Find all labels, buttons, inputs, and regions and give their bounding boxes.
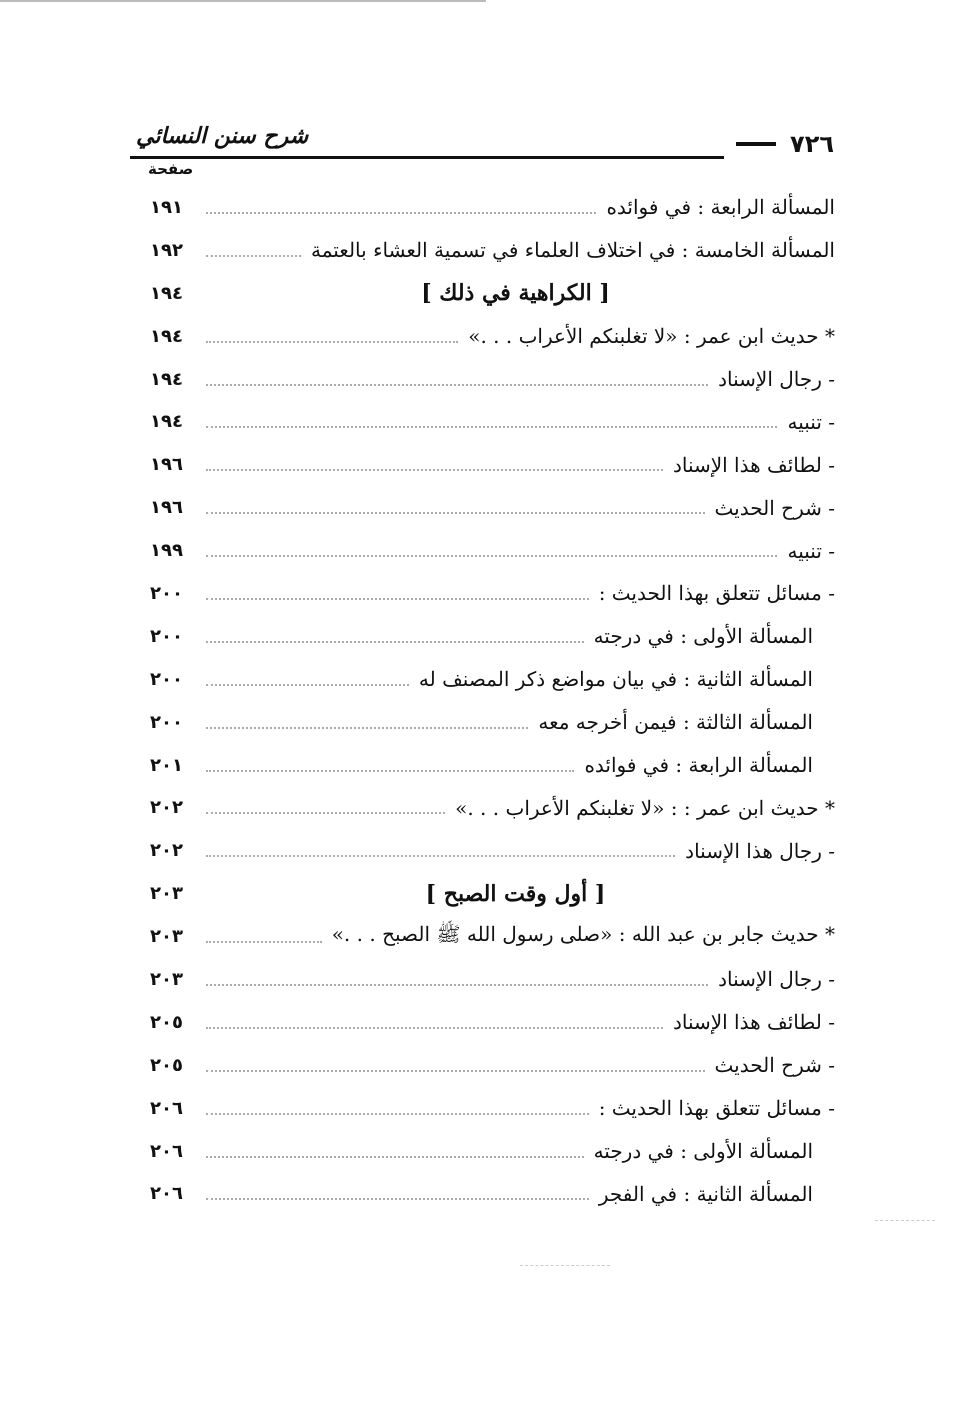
toc-entry xyxy=(150,829,835,872)
toc-entry-page: ٢٠٦ xyxy=(150,1097,183,1119)
toc-entry xyxy=(150,1044,835,1087)
toc-entry xyxy=(150,744,835,787)
toc-entry-page: ٢٠٢ xyxy=(150,840,183,862)
book-title: شرح سنن النسائي xyxy=(136,124,309,149)
toc-entry-title: - لطائف هذا الإسناد xyxy=(672,1010,835,1035)
toc-entry-page: ١٩٢ xyxy=(150,239,183,261)
page-number: ٧٢٦ xyxy=(790,130,834,158)
toc-entry-title: - لطائف هذا الإسناد xyxy=(672,452,835,477)
toc-entry-page: ١٩٩ xyxy=(150,540,183,562)
dot-leader xyxy=(206,1026,663,1029)
toc-entry-page: ٢٠٠ xyxy=(150,711,183,733)
toc-entry-page: ٢٠٦ xyxy=(150,1140,183,1162)
toc-entry-page: ٢٠٠ xyxy=(150,625,183,647)
toc-entry-title: المسألة الثالثة : فيمن أخرجه معه xyxy=(538,710,813,735)
toc-entry-title: المسألة الرابعة : في فوائده xyxy=(584,753,813,778)
toc-entry-title: * حديث جابر بن عبد الله : «صلى رسول الله ﷺ الصبح . . .» xyxy=(331,922,835,947)
toc-entry-page: ٢٠٣ xyxy=(150,883,183,905)
toc-entry xyxy=(150,315,835,358)
dot-leader xyxy=(206,254,301,257)
dot-leader xyxy=(206,468,663,471)
toc-entry xyxy=(150,358,835,401)
toc-entry-page: ٢٠٥ xyxy=(150,1054,183,1076)
table-of-contents xyxy=(150,186,835,1215)
dot-leader xyxy=(206,511,705,514)
scan-edge-mark xyxy=(875,1220,935,1221)
toc-entry-page: ٢٠١ xyxy=(150,754,183,776)
toc-entry-page: ٢٠٠ xyxy=(150,582,183,604)
toc-entry xyxy=(150,658,835,701)
toc-entry-page: ١٩٦ xyxy=(150,497,183,519)
toc-entry-title: المسألة الخامسة : في اختلاف العلماء في تسمية العشاء بالعتمة xyxy=(310,238,835,263)
toc-section-heading xyxy=(150,272,835,315)
dot-leader xyxy=(206,211,596,214)
toc-entry-title: - رجال هذا الإسناد xyxy=(685,838,835,863)
toc-entry-title: المسألة الثانية : في بيان مواضع ذكر المصنف له xyxy=(418,667,813,692)
dot-leader xyxy=(206,769,574,772)
toc-entry xyxy=(150,1172,835,1215)
toc-entry xyxy=(150,486,835,529)
toc-entry xyxy=(150,615,835,658)
dot-leader xyxy=(206,640,584,643)
toc-entry-title: - رجال الإسناد xyxy=(718,367,835,391)
toc-entry-page: ٢٠٣ xyxy=(150,926,183,948)
toc-entry xyxy=(150,572,835,615)
toc-entry xyxy=(150,1087,835,1130)
toc-entry-title: المسألة الأولى : في درجته xyxy=(593,1139,813,1164)
toc-entry xyxy=(150,229,835,272)
page-header xyxy=(130,120,834,168)
dot-leader xyxy=(206,383,708,386)
page-number-group xyxy=(736,130,834,158)
toc-entry xyxy=(150,786,835,829)
scan-edge-mark xyxy=(520,1265,610,1267)
toc-section-heading xyxy=(150,872,835,915)
toc-entry-page: ٢٠٥ xyxy=(150,1011,183,1033)
toc-entry-title: المسألة الثانية : في الفجر xyxy=(598,1181,813,1206)
page-number-rule xyxy=(736,142,776,146)
toc-entry-page: ١٩١ xyxy=(150,196,183,218)
dot-leader xyxy=(206,811,445,814)
dot-leader xyxy=(206,425,777,428)
toc-entry xyxy=(150,529,835,572)
toc-entry-page: ١٩٦ xyxy=(150,454,183,476)
toc-entry xyxy=(150,915,835,958)
toc-entry xyxy=(150,1130,835,1173)
toc-entry-title: [ أول وقت الصبح ] xyxy=(425,880,606,907)
toc-entry-title: - شرح الحديث xyxy=(714,1053,835,1078)
toc-entry-page: ٢٠٣ xyxy=(150,968,183,990)
dot-leader xyxy=(206,1155,584,1158)
toc-entry xyxy=(150,443,835,486)
toc-entry-page: ٢٠٦ xyxy=(150,1183,183,1205)
dot-leader xyxy=(206,597,589,600)
toc-entry-title: * حديث ابن عمر : : «لا تغلبنكم الأعراب . . .» xyxy=(455,795,835,820)
dot-leader xyxy=(206,554,777,557)
dot-leader xyxy=(206,940,322,943)
toc-entry-title: [ الكراهية في ذلك ] xyxy=(421,280,610,307)
scan-edge-mark xyxy=(0,0,486,2)
dot-leader xyxy=(206,854,675,857)
toc-entry-page: ٢٠٠ xyxy=(150,668,183,690)
toc-entry-page: ١٩٤ xyxy=(150,282,183,304)
toc-entry xyxy=(150,400,835,443)
dot-leader xyxy=(206,1112,589,1115)
toc-entry-title: - رجال الإسناد xyxy=(718,967,835,992)
dot-leader xyxy=(206,683,409,686)
dot-leader xyxy=(206,983,708,986)
dot-leader xyxy=(206,726,528,729)
header-rule xyxy=(130,156,724,159)
toc-entry-title: - مسائل تتعلق بهذا الحديث : xyxy=(598,1096,835,1121)
page-column-label: صفحة xyxy=(148,160,194,178)
toc-entry xyxy=(150,1001,835,1044)
toc-entry-page: ٢٠٢ xyxy=(150,797,183,819)
toc-entry-title: * حديث ابن عمر : «لا تغلبنكم الأعراب . . .» xyxy=(468,324,835,349)
dot-leader xyxy=(206,1197,589,1200)
toc-entry xyxy=(150,186,835,229)
toc-entry-title: المسألة الأولى : في درجته xyxy=(593,624,813,649)
dot-leader xyxy=(206,340,458,343)
toc-entry-page: ١٩٤ xyxy=(150,368,183,390)
toc-entry-title: - تنبيه xyxy=(787,538,835,563)
toc-entry-title: المسألة الرابعة : في فوائده xyxy=(606,195,835,220)
toc-entry-title: - شرح الحديث xyxy=(714,495,835,520)
toc-entry xyxy=(150,701,835,744)
toc-entry-title: - مسائل تتعلق بهذا الحديث : xyxy=(598,581,835,606)
toc-entry-title: - تنبيه xyxy=(787,409,835,434)
toc-entry-page: ١٩٤ xyxy=(150,325,183,347)
dot-leader xyxy=(206,1069,705,1072)
toc-entry xyxy=(150,958,835,1001)
toc-entry-page: ١٩٤ xyxy=(150,411,183,433)
